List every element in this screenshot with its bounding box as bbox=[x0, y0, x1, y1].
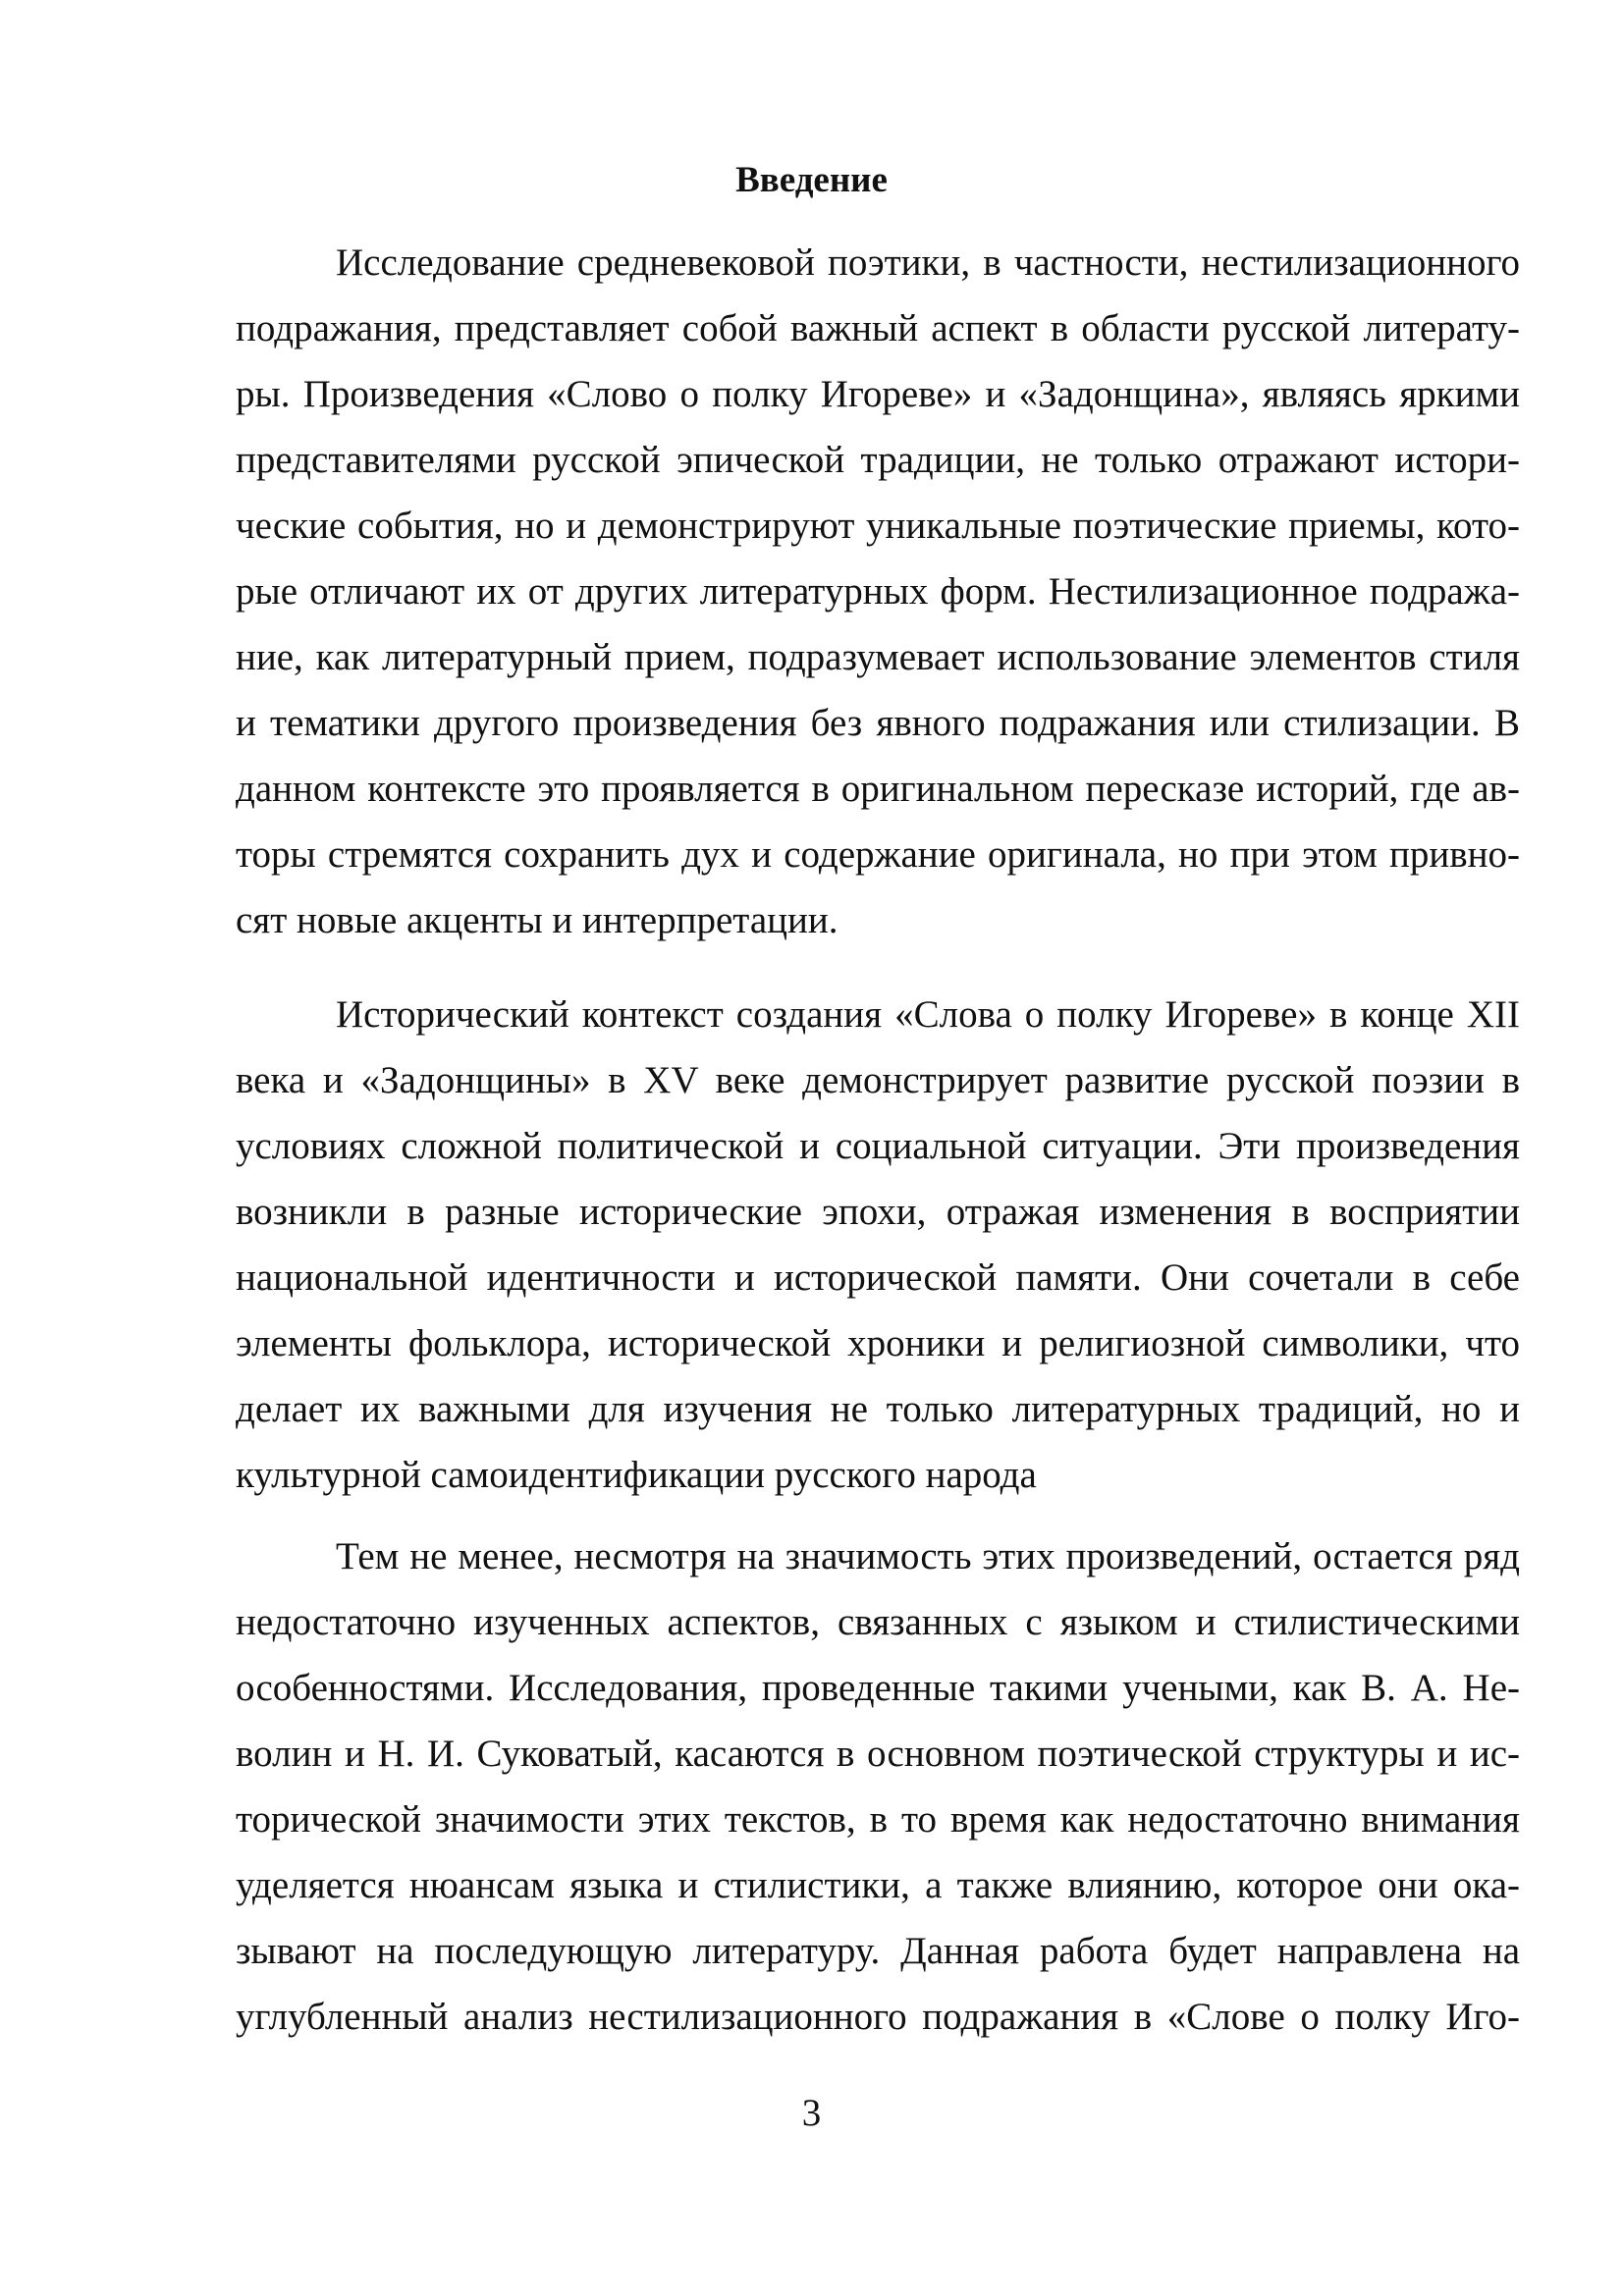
text-line: рые отличают их от других литературных форм. Нестилизационное подража- bbox=[236, 570, 1520, 613]
text-line: Тем не менее, несмотря на значимость этих произведений, остается ряд bbox=[336, 1535, 1520, 1577]
text-line: недостаточно изученных аспектов, связанных с языком и стилистическими bbox=[236, 1601, 1520, 1643]
text-line: и тематики другого произведения без явного подражания или стилизации. В bbox=[236, 702, 1520, 744]
page-number: 3 bbox=[801, 2092, 822, 2134]
text-line: элементы фольклора, исторической хроники и религиозной символики, что bbox=[236, 1322, 1520, 1364]
text-line: торы стремятся сохранить дух и содержание оригинала, но при этом привно- bbox=[236, 833, 1520, 876]
text-line: данном контексте это проявляется в оригинальном пересказе историй, где ав- bbox=[236, 768, 1520, 810]
text-line: ры. Произведения «Слово о полку Игореве» и «Задонщина», являясь яркими bbox=[236, 373, 1520, 415]
text-line: ческие события, но и демонстрируют уникальные поэтические приемы, кото- bbox=[236, 505, 1520, 547]
text-line: культурной самоидентификации русского народа bbox=[236, 1454, 1037, 1496]
text-line: углубленный анализ нестилизационного подражания в «Слове о полку Иго- bbox=[236, 1996, 1520, 2038]
text-line: возникли в разные исторические эпохи, отражая изменения в восприятии bbox=[236, 1191, 1520, 1233]
text-line: сят новые акценты и интерпретации. bbox=[236, 899, 839, 941]
paragraph-1 bbox=[236, 230, 1520, 953]
text-line: волин и Н. И. Суковатый, касаются в основном поэтической структуры и ис- bbox=[236, 1733, 1520, 1775]
text-line: века и «Задонщины» в XV веке демонстрирует развитие русской поэзии в bbox=[236, 1059, 1520, 1101]
text-line: подражания, представляет собой важный аспект в области русской литерату- bbox=[236, 307, 1520, 349]
text-line: торической значимости этих текстов, в то время как недостаточно внимания bbox=[236, 1798, 1520, 1841]
text-line: зывают на последующую литературу. Данная работа будет направлена на bbox=[236, 1930, 1520, 1972]
section-heading: Введение bbox=[735, 160, 888, 200]
text-line: представителями русской эпической традиции, не только отражают истори- bbox=[236, 439, 1520, 481]
paragraph-3 bbox=[236, 1523, 1520, 2050]
text-line: Исследование средневековой поэтики, в частности, нестилизационного bbox=[336, 241, 1520, 284]
text-line: национальной идентичности и исторической памяти. Они сочетали в себе bbox=[236, 1256, 1520, 1299]
text-line: ние, как литературный прием, подразумевает использование элементов стиля bbox=[236, 636, 1520, 678]
text-line: уделяется нюансам языка и стилистики, а также влиянию, которое они ока- bbox=[236, 1864, 1520, 1906]
text-line: делает их важными для изучения не только литературных традиций, но и bbox=[236, 1388, 1520, 1430]
text-line: условиях сложной политической и социальной ситуации. Эти произведения bbox=[236, 1125, 1520, 1167]
text-line: Исторический контекст создания «Слова о полку Игореве» в конце XII bbox=[336, 993, 1520, 1036]
text-line: особенностями. Исследования, проведенные такими учеными, как В. А. Не- bbox=[236, 1667, 1520, 1709]
paragraph-2 bbox=[236, 982, 1520, 1508]
